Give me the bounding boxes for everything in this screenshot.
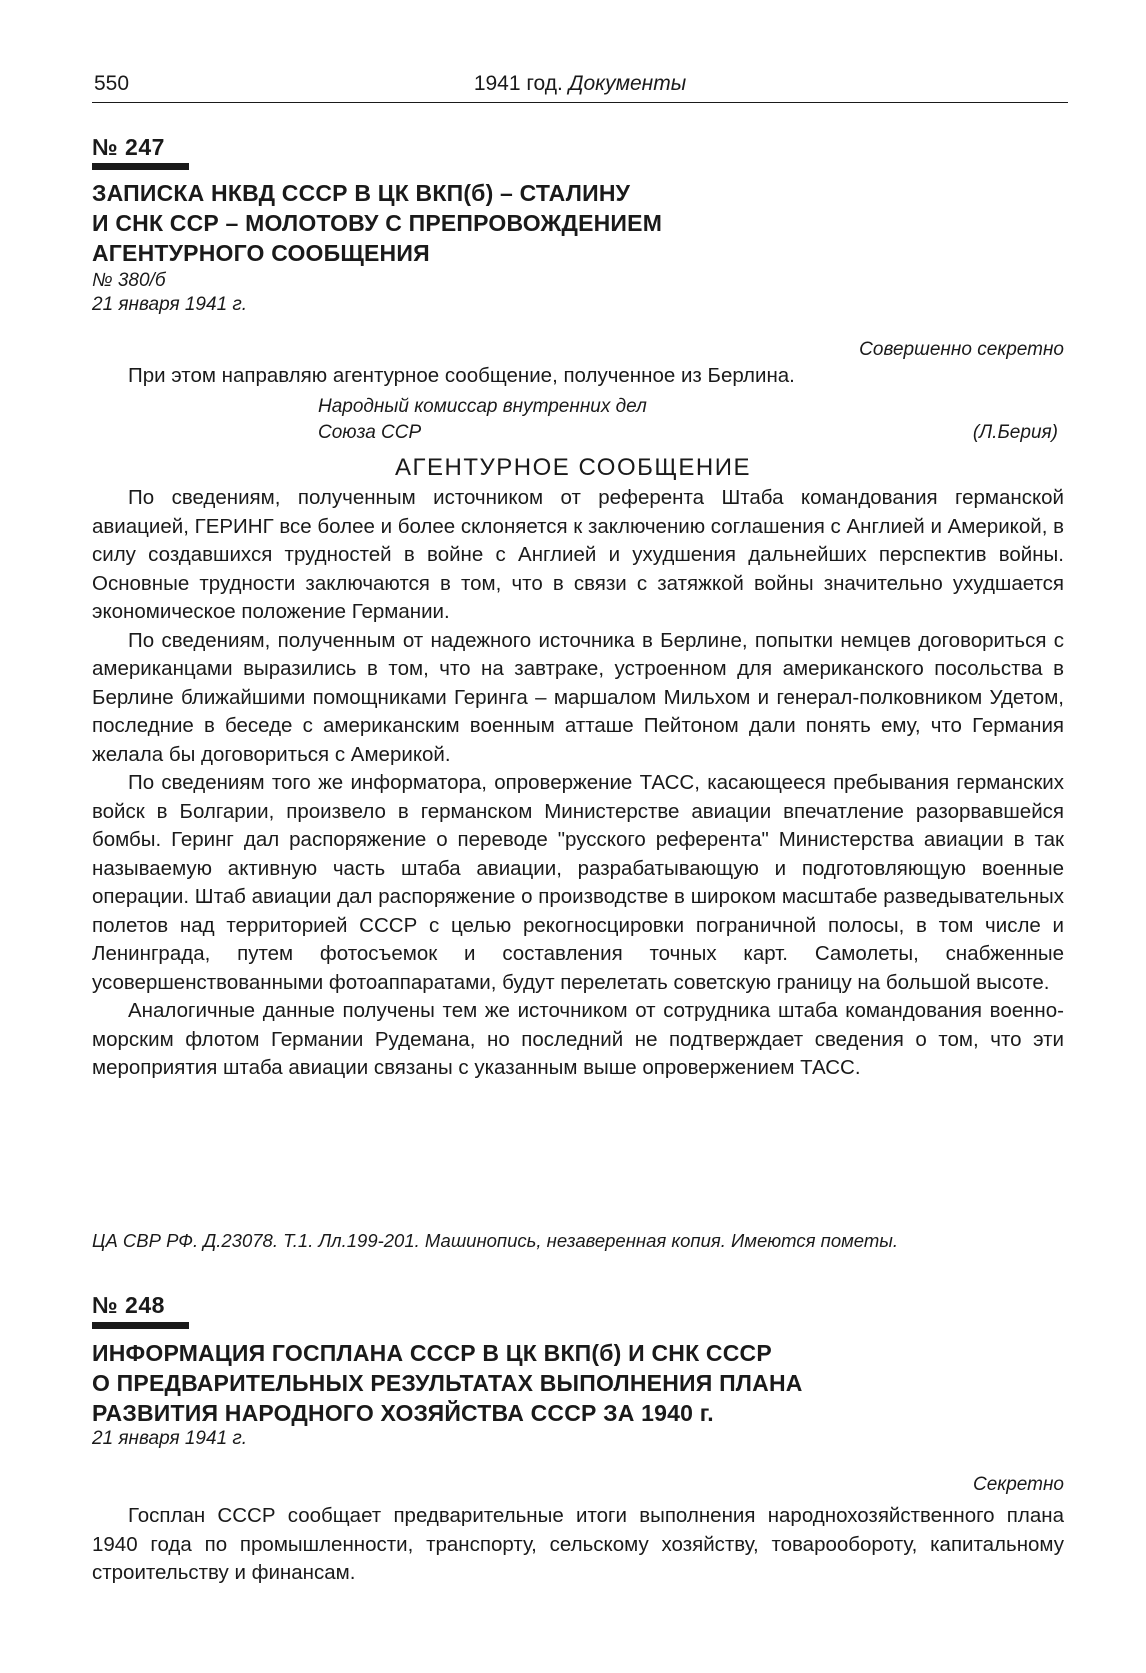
page-number: 550 — [94, 72, 130, 95]
paragraph: По сведениям того же информатора, опровержение ТАСС, касающееся пребывания германских войск в Болгарии, произвело в германском Министерстве авиации впечатление разорвавшейся бомбы. Геринг дал распоряжение о переводе "русского референта" Министерства авиации в так называемую активную часть штаба авиации, разрабатывающую и подготовляющую военные операции. Штаб авиации дал распоряжение о производстве в широком масштабе разведывательных полетов над территорией СССР с целью рекогносцировки пограничной полосы, в том числе и Ленинграда, путем фотосъемок и составления точных карт. Самолеты, снабженные усовершенствованными фотоаппаратами, будут перелетать советскую границу на большой высоте. — [92, 771, 1064, 994]
registration-number: № 380/б — [92, 270, 166, 291]
document-title-247 — [92, 178, 1072, 268]
report-heading: АГЕНТУРНОЕ СООБЩЕНИЕ — [395, 454, 751, 481]
document-number-248: № 248 — [92, 1292, 165, 1318]
document-date-247: 21 января 1941 г. — [92, 294, 248, 315]
document-number-247: № 247 — [92, 134, 165, 160]
title-line: ЗАПИСКА НКВД СССР В ЦК ВКП(б) – СТАЛИНУ — [92, 180, 631, 206]
report-body — [92, 484, 1064, 1083]
archive-source-note: ЦА СВР РФ. Д.23078. Т.1. Лл.199-201. Машинопись, незаверенная копия. Имеются пометы. — [92, 1230, 899, 1251]
paragraph: Аналогичные данные получены тем же источником от сотрудника штаба командования военно-морским флотом Германии Рудемана, но последний не подтверждает сведения о том, что эти мероприятия штаба авиации связаны с указанным выше опровержением ТАСС. — [92, 999, 1064, 1079]
paragraph: Госплан СССР сообщает предварительные итоги выполнения народнохозяйственного плана 1940 года по промышленности, транспорту, сельскому хозяйству, товарообороту, капитальному строительству и финансам. — [92, 1504, 1064, 1584]
classification-stamp-248: Секретно — [972, 1474, 1064, 1495]
document-date-248: 21 января 1941 г. — [92, 1428, 248, 1449]
running-header — [92, 72, 1068, 103]
running-title-section: Документы — [568, 72, 687, 95]
title-line: АГЕНТУРНОГО СООБЩЕНИЯ — [92, 240, 430, 266]
signer-block — [318, 394, 647, 446]
paragraph: По сведениям, полученным от надежного источника в Берлине, попытки немцев договориться с американцами выразились в том, что на завтраке, устроенном для американского посольства в Берлине ближайшими помощниками Геринга – маршалом Мильхом и генерал-полковником Удетом, последние в беседе с американским военным атташе Пейтоном дали понять ему, что Германия желала бы договориться с Америкой. — [92, 628, 1064, 766]
signer-title: Народный комиссар внутренних дел — [318, 396, 647, 417]
information-body — [92, 1502, 1064, 1588]
signature: (Л.Берия) — [972, 422, 1058, 443]
document-number-rule — [92, 163, 189, 170]
running-title-year: 1941 год. — [473, 72, 563, 95]
cover-note: При этом направляю агентурное сообщение, полученное из Берлина. — [128, 364, 795, 387]
document-title-248 — [92, 1338, 1072, 1428]
classification-stamp-247: Совершенно секретно — [859, 339, 1064, 360]
paragraph: По сведениям, полученным источником от референта Штаба командования германской авиацией, ГЕРИНГ все более и более склоняется к заключению соглашения с Англией и Америкой, в силу создавшихся трудностей в войне с Англией и ухудшения дальнейших перспектив войны. Основные трудности заключаются в том, что в связи с затяжкой войны значительно ухудшается экономическое положение Германии. — [92, 486, 1064, 623]
title-line: И СНК ССР – МОЛОТОВУ С ПРЕПРОВОЖДЕНИЕМ — [92, 210, 663, 236]
title-line: ИНФОРМАЦИЯ ГОСПЛАНА СССР В ЦК ВКП(б) И СНК СССР — [92, 1340, 772, 1366]
running-title — [92, 72, 1068, 96]
document-number-rule — [92, 1322, 189, 1329]
signer-organization: Союза ССР — [318, 422, 422, 443]
title-line: РАЗВИТИЯ НАРОДНОГО ХОЗЯЙСТВА СССР ЗА 1940 г. — [92, 1400, 714, 1426]
title-line: О ПРЕДВАРИТЕЛЬНЫХ РЕЗУЛЬТАТАХ ВЫПОЛНЕНИЯ ПЛАНА — [92, 1370, 803, 1396]
